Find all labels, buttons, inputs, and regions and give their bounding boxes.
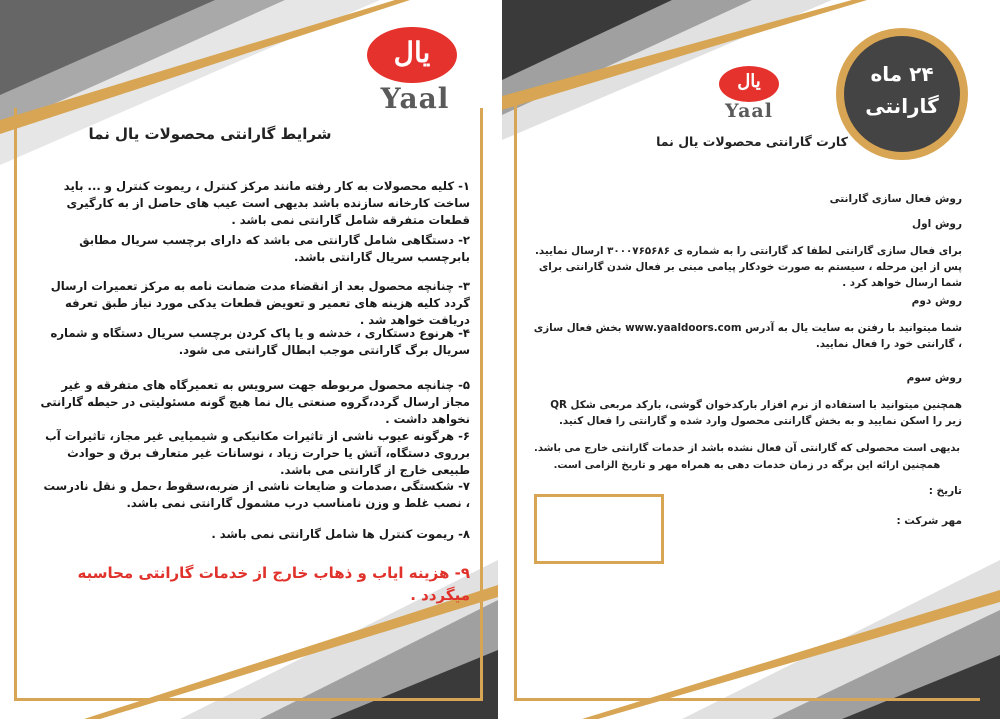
note-line-1: بدیهی است محصولی که گارانتی آن فعال نشده باشد از خدمات گارانتی خارج می باشد.: [534, 443, 960, 454]
terms-item-3: ۳- چنانچه محصول بعد از انقضاء مدت ضمانت نامه به مرکز تعمیرات ارسال گردد کلیه هزینه های تعمیر و تعویض قطعات یدکی مورد نیاز طبق تعرفه دریافت خواهد شد .: [50, 279, 470, 327]
terms-item-6: ۶- هرگونه عیوب ناشی از تاثیرات مکانیکی و شیمیایی غیر مجاز، تاثیرات آب برروی دستگاه، آتش یا حرارت زیاد ، نوسانات غیر متعارف برق و حوادث طبیعی خارج از گارانتی می باشد.: [45, 429, 470, 477]
badge-months: ۲۴ ماه: [870, 62, 934, 86]
logo-mark: ﻳﺎﻝ: [737, 71, 761, 92]
activation-heading: روش فعال سازی گارانتی: [829, 193, 962, 205]
logo-mark: ﻳﺎﻝ: [393, 36, 431, 69]
terms-item-7: ۷- شکستگی ،صدمات و ضایعات ناشی از ضربه،سقوط ،حمل و نقل نادرست ، نصب غلط و وزن نامناسب درب مشمول گارانتی نمی باشد.: [43, 479, 470, 510]
warranty-card: [502, 0, 1000, 719]
method2-text: شما میتوانید با رفتن به سایت یال به آدرس www.yaaldoors.com بخش فعال سازی ، گارانتی خود را فعال نمایید.: [533, 322, 962, 350]
logo-wordmark: Yaal: [380, 82, 450, 115]
badge-label: گارانتی: [865, 94, 939, 118]
terms-item-2: ۲- دستگاهی شامل گارانتی می باشد که دارای برچسب سریال مطابق بابرچسب سریال گارانتی باشد.: [79, 233, 470, 264]
brand-logo: [714, 66, 784, 136]
logo-wordmark: Yaal: [725, 100, 773, 122]
terms-item-9: ۹- هزینه ایاب و ذهاب خارج از خدمات گارانتی محاسبه میگردد .: [77, 564, 470, 604]
note-line-2: همچنین ارائه این برگه در زمان خدمات دهی به همراه مهر و تاریخ الزامی است.: [553, 460, 941, 471]
terms-item-1: ۱- کلیه محصولات به کار رفته مانند مرکز کنترل ، ریموت کنترل و ... باید ساخت کارخانه سازنده باشد بدیهی است عیب های حاصل از به کارگیری قطعات متفرقه شامل گارانتی نمی باشد .: [63, 179, 470, 227]
page-title: کارت گارانتی محصولات یال نما: [656, 134, 848, 149]
method1-text: برای فعال سازی گارانتی لطفا کد گارانتی را به شماره ی ۳۰۰۰۷۶۵۶۸۶ ارسال نمایید. پس از این مرحله ، سیستم به صورت خودکار پیامی مبنی بر فعال شدن گارانتی برای شما ارسال خواهد کرد .: [535, 245, 962, 289]
method3-heading: روش سوم: [906, 372, 962, 384]
method3-text: همچنین میتوانید با استفاده از نرم افزار بارکدخوان گوشی، بارکد مربعی شکل QR زیر را اسکن نمایید و به بخش گارانتی محصول وارد شده و گارانتی را فعال کنید.: [550, 399, 962, 427]
method2-heading: روش دوم: [911, 295, 962, 307]
stamp-label: مهر شرکت :: [896, 515, 962, 527]
terms-item-8: ۸- ریموت کنترل ها شامل گارانتی نمی باشد .: [211, 527, 470, 541]
stamp-box: [534, 494, 664, 564]
terms-item-5: ۵- چنانچه محصول مربوطه جهت سرویس به تعمیرگاه های متفرقه و غیر مجاز ارسال گردد،گروه صنعتی یال نما هیچ گونه مسئولیتی در حیطه گارانتی نخواهد داشت .: [40, 378, 470, 426]
warranty-terms-card: [0, 0, 498, 719]
date-label: تاریخ :: [928, 485, 962, 497]
brand-logo: [362, 22, 462, 117]
terms-item-4: ۴- هرنوع دستکاری ، خدشه و یا پاک کردن برچسب سریال دستگاه و شماره سریال برگ گارانتی موجب ابطال گارانتی می شود.: [50, 326, 470, 357]
page-title: شرایط گارانتی محصولات یال نما: [88, 125, 332, 143]
method1-heading: روش اول: [912, 218, 962, 230]
